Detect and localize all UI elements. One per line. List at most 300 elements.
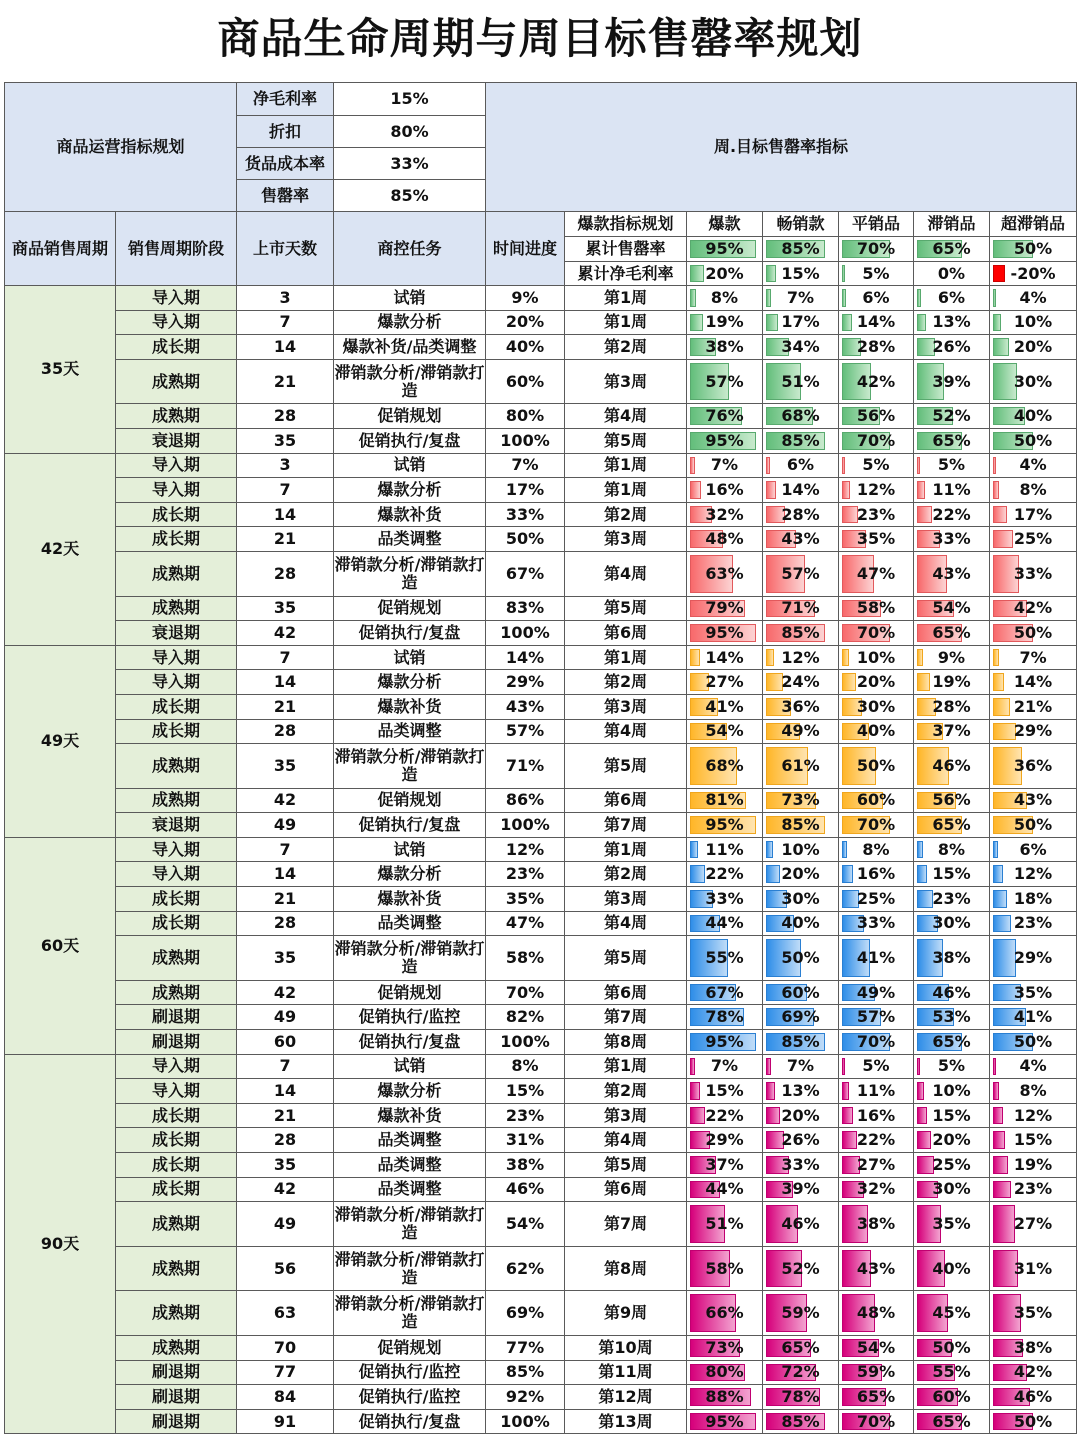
- week-cell: 第2周: [565, 502, 687, 527]
- target-bar: [917, 1058, 920, 1076]
- target-cell: [763, 502, 839, 527]
- target-value: 15%: [932, 1105, 971, 1125]
- progress-cell: 17%: [486, 478, 565, 503]
- target-value: 34%: [781, 336, 820, 356]
- target-bar: [842, 865, 853, 883]
- target-value: 73%: [781, 790, 820, 810]
- days-cell: 49: [237, 1202, 334, 1247]
- target-value: 52%: [781, 1258, 820, 1278]
- target-value: 61%: [781, 755, 820, 775]
- target-value: 42%: [856, 371, 896, 391]
- cum-sell-value: 85%: [781, 239, 820, 258]
- target-cell: [687, 551, 763, 596]
- target-value: 30%: [932, 913, 971, 933]
- progress-cell: 100%: [486, 1409, 565, 1434]
- target-value: 32%: [705, 504, 744, 524]
- week-cell: 第3周: [565, 694, 687, 719]
- stage-cell: 成熟期: [116, 359, 237, 404]
- target-cell: [763, 887, 839, 912]
- target-cell: [990, 551, 1077, 596]
- header-days: 上市天数: [237, 212, 334, 286]
- target-cell: [687, 1005, 763, 1030]
- progress-cell: 80%: [486, 404, 565, 429]
- target-cell: [990, 404, 1077, 429]
- target-cell: [687, 478, 763, 503]
- target-cell: [763, 310, 839, 335]
- stage-cell: 导入期: [116, 310, 237, 335]
- target-cell: [763, 1335, 839, 1360]
- task-cell: 促销执行/监控: [334, 1385, 486, 1410]
- week-cell: 第2周: [565, 862, 687, 887]
- week-cell: 第3周: [565, 527, 687, 552]
- cum-margin-cell: [687, 262, 763, 286]
- target-cell: [839, 1054, 914, 1079]
- days-cell: 28: [237, 1128, 334, 1153]
- target-bar: [993, 289, 996, 307]
- target-value: 22%: [705, 1105, 744, 1125]
- target-cell: [914, 1291, 990, 1336]
- target-cell: [990, 478, 1077, 503]
- target-value: 63%: [705, 563, 744, 583]
- target-value: 28%: [932, 696, 971, 716]
- task-cell: 爆款分析: [334, 670, 486, 695]
- target-cell: [839, 286, 914, 311]
- target-bar: [917, 481, 925, 499]
- week-cell: 第12周: [565, 1385, 687, 1410]
- target-value: 79%: [705, 598, 744, 618]
- days-cell: 35: [237, 936, 334, 981]
- target-cell: [839, 980, 914, 1005]
- progress-cell: 69%: [486, 1291, 565, 1336]
- target-value: 30%: [856, 696, 896, 716]
- target-cell: [687, 936, 763, 981]
- task-cell: 滞销款分析/滞销款打造: [334, 1202, 486, 1247]
- target-value: 65%: [932, 1031, 971, 1051]
- days-cell: 56: [237, 1246, 334, 1291]
- target-value: 50%: [856, 755, 896, 775]
- week-cell: 第7周: [565, 1202, 687, 1247]
- week-cell: 第6周: [565, 788, 687, 813]
- target-value: 56%: [856, 406, 896, 426]
- target-bar: [993, 481, 999, 499]
- target-cell: [914, 1103, 990, 1128]
- target-cell: [914, 1246, 990, 1291]
- progress-cell: 8%: [486, 1054, 565, 1079]
- cum-margin-cell: [914, 262, 990, 286]
- progress-cell: 46%: [486, 1177, 565, 1202]
- target-cell: [763, 813, 839, 838]
- table-row: [5, 1153, 1077, 1178]
- target-value: 42%: [1013, 1362, 1053, 1382]
- page-title: 商品生命周期与周目标售罄率规划: [217, 14, 863, 63]
- target-cell: [763, 719, 839, 744]
- task-cell: 促销规划: [334, 404, 486, 429]
- week-cell: 第1周: [565, 286, 687, 311]
- task-cell: 爆款分析: [334, 1079, 486, 1104]
- progress-cell: 20%: [486, 310, 565, 335]
- target-cell: [763, 936, 839, 981]
- table-row: [5, 813, 1077, 838]
- target-cell: [763, 596, 839, 621]
- target-value: 51%: [781, 371, 820, 391]
- target-cell: [687, 1202, 763, 1247]
- week-cell: 第6周: [565, 621, 687, 646]
- target-value: 54%: [856, 1337, 896, 1357]
- target-cell: [763, 645, 839, 670]
- target-value: 30%: [1013, 371, 1053, 391]
- target-cell: [763, 1054, 839, 1079]
- target-value: 53%: [932, 1007, 971, 1027]
- target-cell: [763, 1153, 839, 1178]
- stage-cell: 导入期: [116, 286, 237, 311]
- target-value: 85%: [781, 622, 820, 642]
- target-cell: [839, 744, 914, 789]
- stage-cell: 导入期: [116, 453, 237, 478]
- ops-plan-label: 商品运营指标规划: [5, 83, 237, 212]
- progress-cell: 47%: [486, 911, 565, 936]
- target-cell: [914, 310, 990, 335]
- days-cell: 35: [237, 1153, 334, 1178]
- days-cell: 35: [237, 428, 334, 453]
- target-cell: [914, 1360, 990, 1385]
- target-value: 19%: [705, 312, 744, 332]
- task-cell: 促销执行/复盘: [334, 1409, 486, 1434]
- progress-cell: 70%: [486, 980, 565, 1005]
- progress-cell: 100%: [486, 1030, 565, 1055]
- target-value: 5%: [862, 455, 890, 475]
- target-cell: [914, 911, 990, 936]
- stage-cell: 成熟期: [116, 744, 237, 789]
- cum-margin-value: 15%: [781, 263, 820, 283]
- target-value: 42%: [1013, 598, 1053, 618]
- target-bar: [766, 457, 770, 475]
- cum-sell-cell: [687, 237, 763, 262]
- target-value: 95%: [705, 815, 744, 835]
- weekly-target-title: 周.目标售罄率指标: [486, 83, 1077, 212]
- progress-cell: 15%: [486, 1079, 565, 1104]
- task-cell: 品类调整: [334, 1128, 486, 1153]
- days-cell: 35: [237, 744, 334, 789]
- target-value: 27%: [1013, 1213, 1053, 1233]
- target-value: 73%: [705, 1337, 744, 1357]
- cycle-label: 90天: [5, 1054, 116, 1434]
- target-value: 11%: [705, 839, 744, 859]
- task-cell: 促销执行/复盘: [334, 813, 486, 838]
- target-cell: [839, 645, 914, 670]
- target-cell: [839, 1385, 914, 1410]
- target-cell: [990, 862, 1077, 887]
- target-cell: [990, 719, 1077, 744]
- target-value: 88%: [705, 1386, 744, 1406]
- target-cell: [839, 887, 914, 912]
- target-value: 37%: [932, 721, 971, 741]
- task-cell: 爆款补货: [334, 694, 486, 719]
- target-bar: [690, 649, 700, 667]
- target-value: 33%: [856, 913, 896, 933]
- stage-cell: 成长期: [116, 719, 237, 744]
- target-value: 16%: [856, 864, 896, 884]
- target-value: 60%: [856, 790, 896, 810]
- target-cell: [839, 813, 914, 838]
- header-stage: 销售周期阶段: [116, 212, 237, 286]
- target-value: 57%: [856, 1007, 896, 1027]
- task-cell: 品类调整: [334, 719, 486, 744]
- task-cell: 爆款补货: [334, 1103, 486, 1128]
- target-bar: [766, 289, 771, 307]
- stage-cell: 成熟期: [116, 1202, 237, 1247]
- target-bar: [690, 1058, 695, 1076]
- stage-cell: 成长期: [116, 887, 237, 912]
- target-cell: [763, 621, 839, 646]
- table-row: [5, 1360, 1077, 1385]
- header-type: 畅销款: [763, 212, 839, 237]
- days-cell: 21: [237, 887, 334, 912]
- progress-cell: 50%: [486, 527, 565, 552]
- target-cell: [763, 428, 839, 453]
- target-value: 20%: [781, 1105, 820, 1125]
- target-cell: [839, 837, 914, 862]
- target-cell: [687, 719, 763, 744]
- task-cell: 爆款分析: [334, 310, 486, 335]
- cycle-label: 35天: [5, 286, 116, 454]
- target-cell: [763, 788, 839, 813]
- target-bar: [993, 457, 996, 475]
- target-value: 15%: [705, 1081, 744, 1101]
- stage-cell: 成长期: [116, 1177, 237, 1202]
- target-value: 17%: [781, 312, 820, 332]
- target-cell: [839, 1030, 914, 1055]
- target-cell: [914, 1030, 990, 1055]
- target-cell: [763, 1246, 839, 1291]
- target-value: 5%: [862, 1056, 890, 1076]
- target-cell: [839, 1005, 914, 1030]
- stage-cell: 衰退期: [116, 428, 237, 453]
- target-cell: [990, 359, 1077, 404]
- days-cell: 42: [237, 788, 334, 813]
- target-value: 14%: [705, 647, 744, 667]
- target-cell: [914, 862, 990, 887]
- target-value: 57%: [705, 371, 744, 391]
- target-value: 26%: [932, 336, 971, 356]
- week-cell: 第11周: [565, 1360, 687, 1385]
- target-cell: [839, 1360, 914, 1385]
- progress-cell: 82%: [486, 1005, 565, 1030]
- cum-sell-cell: [914, 237, 990, 262]
- progress-cell: 86%: [486, 788, 565, 813]
- target-cell: [839, 862, 914, 887]
- target-cell: [914, 1177, 990, 1202]
- days-cell: 63: [237, 1291, 334, 1336]
- target-value: 30%: [781, 888, 820, 908]
- progress-cell: 62%: [486, 1246, 565, 1291]
- target-cell: [687, 813, 763, 838]
- stage-cell: 成熟期: [116, 980, 237, 1005]
- task-cell: 爆款补货: [334, 502, 486, 527]
- target-bar: [993, 338, 1009, 356]
- target-value: 35%: [932, 1213, 971, 1233]
- task-cell: 滞销款分析/滞销款打造: [334, 1291, 486, 1336]
- target-value: 31%: [1013, 1258, 1053, 1278]
- cum-margin-value: 5%: [862, 263, 890, 283]
- target-cell: [990, 1246, 1077, 1291]
- target-value: 65%: [932, 815, 971, 835]
- header-type: 超滞销品: [990, 212, 1077, 237]
- week-cell: 第3周: [565, 359, 687, 404]
- target-value: 14%: [856, 312, 896, 332]
- target-cell: [687, 527, 763, 552]
- target-cell: [839, 1202, 914, 1247]
- target-value: 19%: [932, 672, 971, 692]
- target-value: 36%: [1013, 755, 1053, 775]
- target-value: 58%: [705, 1258, 744, 1278]
- stage-cell: 成长期: [116, 1103, 237, 1128]
- week-cell: 第6周: [565, 1177, 687, 1202]
- target-value: 35%: [1013, 1303, 1053, 1323]
- metric-value: 85%: [334, 180, 486, 212]
- target-value: 68%: [781, 406, 820, 426]
- target-bar: [842, 841, 847, 859]
- target-cell: [990, 1079, 1077, 1104]
- target-value: 32%: [856, 1179, 896, 1199]
- target-cell: [990, 428, 1077, 453]
- target-cell: [687, 1409, 763, 1434]
- target-cell: [839, 1128, 914, 1153]
- target-value: 25%: [1013, 529, 1053, 549]
- target-value: 41%: [856, 948, 896, 968]
- target-cell: [763, 744, 839, 789]
- target-cell: [914, 887, 990, 912]
- cum-margin-bar: [766, 265, 776, 282]
- table-row: [5, 1202, 1077, 1247]
- target-cell: [763, 527, 839, 552]
- target-cell: [763, 404, 839, 429]
- target-bar: [842, 1058, 845, 1076]
- stage-cell: 导入期: [116, 478, 237, 503]
- table-row: [5, 310, 1077, 335]
- target-bar: [690, 841, 698, 859]
- target-value: 65%: [932, 430, 971, 450]
- target-bar: [993, 890, 1007, 908]
- stage-cell: 成熟期: [116, 1246, 237, 1291]
- week-cell: 第4周: [565, 1128, 687, 1153]
- target-bar: [766, 865, 780, 883]
- target-value: 10%: [1013, 312, 1053, 332]
- target-bar: [993, 506, 1007, 524]
- target-value: 36%: [781, 696, 820, 716]
- cum-sell-cell: [839, 237, 914, 262]
- target-cell: [763, 1385, 839, 1410]
- target-value: 60%: [781, 982, 820, 1002]
- progress-cell: 100%: [486, 621, 565, 646]
- target-bar: [766, 841, 773, 859]
- stage-cell: 成熟期: [116, 1335, 237, 1360]
- table-row: [5, 428, 1077, 453]
- target-value: 22%: [856, 1130, 896, 1150]
- target-value: 46%: [932, 982, 971, 1002]
- target-cell: [990, 670, 1077, 695]
- target-value: 78%: [781, 1386, 820, 1406]
- days-cell: 14: [237, 862, 334, 887]
- target-value: 43%: [932, 563, 971, 583]
- stage-cell: 成长期: [116, 911, 237, 936]
- target-cell: [990, 596, 1077, 621]
- target-cell: [839, 453, 914, 478]
- target-cell: [687, 670, 763, 695]
- cum-margin-cell: [839, 262, 914, 286]
- target-value: 35%: [856, 529, 896, 549]
- progress-cell: 67%: [486, 551, 565, 596]
- week-cell: 第7周: [565, 813, 687, 838]
- stage-cell: 刷退期: [116, 1005, 237, 1030]
- days-cell: 60: [237, 1030, 334, 1055]
- target-bar: [993, 939, 1016, 977]
- stage-cell: 成熟期: [116, 1291, 237, 1336]
- target-value: 16%: [856, 1105, 896, 1125]
- target-cell: [839, 788, 914, 813]
- target-value: 14%: [781, 479, 820, 499]
- stage-cell: 成熟期: [116, 936, 237, 981]
- target-cell: [839, 1153, 914, 1178]
- target-value: 50%: [1013, 622, 1053, 642]
- target-cell: [914, 335, 990, 360]
- days-cell: 70: [237, 1335, 334, 1360]
- target-value: 60%: [932, 1386, 971, 1406]
- target-value: 8%: [1019, 1081, 1047, 1101]
- cum-margin-bar: [842, 265, 845, 282]
- target-cell: [990, 1103, 1077, 1128]
- stage-cell: 刷退期: [116, 1385, 237, 1410]
- target-value: 85%: [781, 1031, 820, 1051]
- table-row: [5, 1177, 1077, 1202]
- target-cell: [914, 502, 990, 527]
- target-cell: [839, 428, 914, 453]
- target-cell: [763, 1409, 839, 1434]
- target-bar: [993, 314, 1001, 332]
- target-cell: [914, 428, 990, 453]
- progress-cell: 83%: [486, 596, 565, 621]
- target-cell: [763, 1177, 839, 1202]
- stage-cell: 衰退期: [116, 621, 237, 646]
- target-bar: [842, 481, 850, 499]
- task-cell: 试销: [334, 286, 486, 311]
- target-bar: [917, 890, 933, 908]
- week-cell: 第8周: [565, 1246, 687, 1291]
- metric-name: 货品成本率: [237, 148, 334, 180]
- table-row: [5, 1030, 1077, 1055]
- target-cell: [990, 1005, 1077, 1030]
- target-value: 59%: [856, 1362, 896, 1382]
- target-cell: [687, 621, 763, 646]
- target-value: 18%: [1013, 888, 1053, 908]
- target-cell: [763, 335, 839, 360]
- target-value: 95%: [705, 1411, 744, 1431]
- cum-sell-value: 70%: [856, 239, 896, 258]
- target-bar: [842, 649, 849, 667]
- progress-cell: 23%: [486, 1103, 565, 1128]
- target-cell: [839, 911, 914, 936]
- target-value: 55%: [932, 1362, 971, 1382]
- target-cell: [914, 1385, 990, 1410]
- target-cell: [763, 1202, 839, 1247]
- target-value: 5%: [937, 1056, 966, 1076]
- target-value: 12%: [781, 647, 820, 667]
- target-value: 33%: [1013, 563, 1053, 583]
- progress-cell: 100%: [486, 813, 565, 838]
- target-cell: [839, 551, 914, 596]
- target-value: 10%: [781, 839, 820, 859]
- task-cell: 促销执行/复盘: [334, 1030, 486, 1055]
- target-cell: [687, 502, 763, 527]
